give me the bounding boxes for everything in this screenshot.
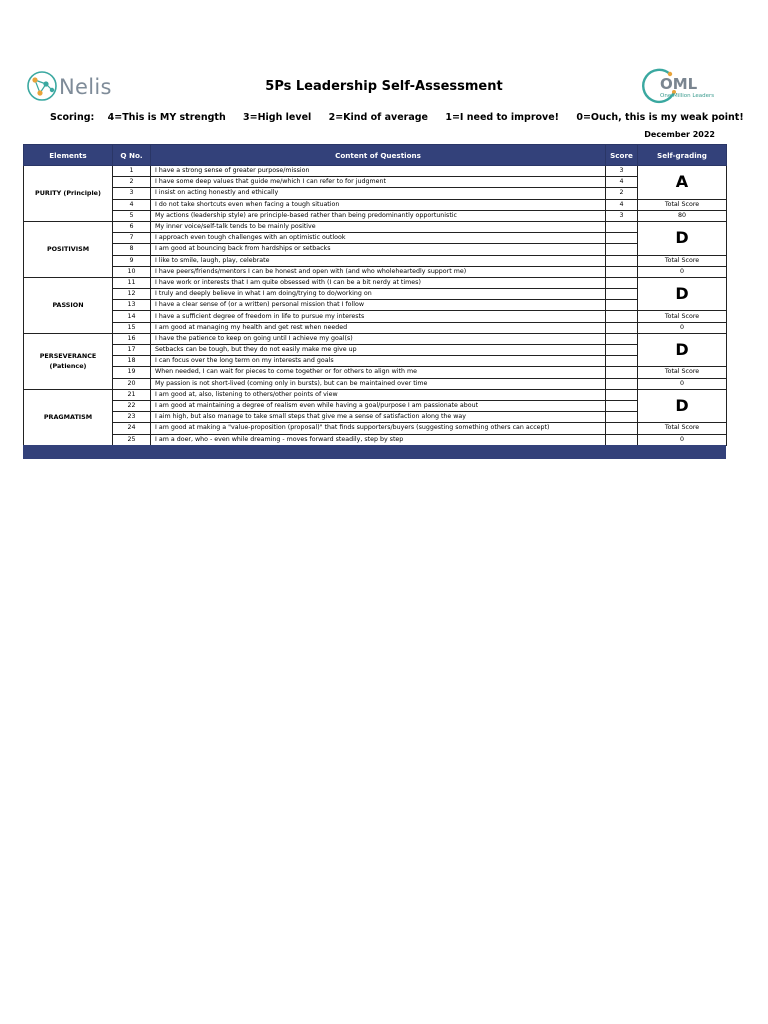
question-number: 19 xyxy=(113,367,151,378)
question-text: I have a sufficient degree of freedom in life to pursue my interests xyxy=(151,311,606,322)
question-number: 11 xyxy=(113,277,151,288)
element-name-cell xyxy=(24,277,113,333)
question-number: 23 xyxy=(113,412,151,423)
element-name-cell xyxy=(24,389,113,445)
question-number: 3 xyxy=(113,188,151,199)
table-row xyxy=(24,244,727,255)
table-row xyxy=(24,333,727,344)
score-cell[interactable] xyxy=(606,300,638,311)
self-grade: D xyxy=(638,333,727,367)
element-name: PERSEVERANCE xyxy=(39,352,97,361)
question-text: I have work or interests that I am quite obsessed with (I can be a bit nerdy at times) xyxy=(151,277,606,288)
nelis-logo-text: Nelis xyxy=(59,75,112,99)
question-text: My inner voice/self-talk tends to be mainly positive xyxy=(151,221,606,232)
question-text: I have a strong sense of greater purpose/mission xyxy=(151,166,606,177)
table-row xyxy=(24,177,727,188)
table-row xyxy=(24,199,727,210)
self-grade: D xyxy=(638,277,727,311)
table-row xyxy=(24,412,727,423)
total-score-label: Total Score xyxy=(638,199,727,210)
table-row xyxy=(24,277,727,288)
scoring-level-4: 4=This is MY strength xyxy=(107,112,226,123)
question-number: 18 xyxy=(113,356,151,367)
question-number: 21 xyxy=(113,389,151,400)
oml-logo-subtext: One Million Leaders xyxy=(660,93,715,99)
table-row xyxy=(24,266,727,277)
question-text: My passion is not short-lived (coming only in bursts), but can be maintained over time xyxy=(151,378,606,389)
score-cell[interactable] xyxy=(606,233,638,244)
self-grade: A xyxy=(638,166,727,200)
table-row xyxy=(24,233,727,244)
table-row xyxy=(24,378,727,389)
self-grade: D xyxy=(638,221,727,255)
table-row xyxy=(24,389,727,400)
total-score-value: 0 xyxy=(638,322,727,333)
table-row xyxy=(24,345,727,356)
total-score-label: Total Score xyxy=(638,255,727,266)
element-name: POSITIVISM xyxy=(46,245,90,254)
score-cell[interactable] xyxy=(606,266,638,277)
element-name: PURITY (Principle) xyxy=(35,189,101,198)
question-number: 17 xyxy=(113,345,151,356)
score-cell[interactable] xyxy=(606,378,638,389)
question-number: 5 xyxy=(113,210,151,221)
total-score-value: 0 xyxy=(638,378,727,389)
header-grading: Self-grading xyxy=(638,145,727,166)
question-text: I aim high, but also manage to take small steps that give me a sense of satisfaction along the way xyxy=(151,412,606,423)
question-number: 7 xyxy=(113,233,151,244)
oml-logo xyxy=(640,66,722,106)
table-row xyxy=(24,300,727,311)
question-text: I have the patience to keep on going until I achieve my goal(s) xyxy=(151,333,606,344)
table-row xyxy=(24,400,727,411)
score-cell[interactable] xyxy=(606,244,638,255)
oml-logo-text: OML xyxy=(660,75,698,93)
self-grade: D xyxy=(638,389,727,423)
header-qno: Q No. xyxy=(113,145,151,166)
total-score-label: Total Score xyxy=(638,423,727,434)
table-row xyxy=(24,322,727,333)
score-cell[interactable] xyxy=(606,277,638,288)
score-cell[interactable]: 4 xyxy=(606,177,638,188)
question-number: 20 xyxy=(113,378,151,389)
question-text: I am good at, also, listening to others/other points of view xyxy=(151,389,606,400)
score-cell[interactable]: 3 xyxy=(606,210,638,221)
question-number: 2 xyxy=(113,177,151,188)
question-text: I am a doer, who - even while dreaming - moves forward steadily, step by step xyxy=(151,434,606,445)
question-number: 1 xyxy=(113,166,151,177)
score-cell[interactable]: 3 xyxy=(606,166,638,177)
table-row xyxy=(24,423,727,434)
scoring-level-0: 0=Ouch, this is my weak point! xyxy=(576,112,744,123)
table-row xyxy=(24,289,727,300)
score-cell[interactable] xyxy=(606,434,638,445)
table-row xyxy=(24,166,727,177)
assessment-table xyxy=(23,144,727,446)
score-cell[interactable] xyxy=(606,423,638,434)
table-row xyxy=(24,221,727,232)
question-text: I am good at making a "value-proposition (proposal)" that finds supporters/buyers (suggesting something others can accept) xyxy=(151,423,606,434)
score-cell[interactable] xyxy=(606,412,638,423)
total-score-value: 0 xyxy=(638,434,727,445)
table-row xyxy=(24,434,727,445)
question-text: My actions (leadership style) are principle-based rather than being predominantly opportunistic xyxy=(151,210,606,221)
score-cell[interactable] xyxy=(606,221,638,232)
element-subname: (Patience) xyxy=(49,362,87,371)
question-text: I am good at managing my health and get rest when needed xyxy=(151,322,606,333)
question-number: 8 xyxy=(113,244,151,255)
table-row xyxy=(24,367,727,378)
element-name: PRAGMATISM xyxy=(43,413,93,422)
question-text: I approach even tough challenges with an optimistic outlook xyxy=(151,233,606,244)
question-text: When needed, I can wait for pieces to come together or for others to align with me xyxy=(151,367,606,378)
question-number: 14 xyxy=(113,311,151,322)
score-cell[interactable] xyxy=(606,400,638,411)
table-row xyxy=(24,210,727,221)
question-text: I have a clear sense of (or a written) personal mission that I follow xyxy=(151,300,606,311)
question-text: I insist on acting honestly and ethically xyxy=(151,188,606,199)
footer-bar xyxy=(23,445,726,459)
question-number: 4 xyxy=(113,199,151,210)
question-text: I am good at maintaining a degree of realism even while having a goal/purpose I am passionate about xyxy=(151,400,606,411)
question-text: Setbacks can be tough, but they do not easily make me give up xyxy=(151,345,606,356)
score-cell[interactable] xyxy=(606,367,638,378)
question-text: I am good at bouncing back from hardships or setbacks xyxy=(151,244,606,255)
question-text: I do not take shortcuts even when facing a tough situation xyxy=(151,199,606,210)
document-date: December 2022 xyxy=(644,130,715,139)
page-title: 5Ps Leadership Self-Assessment xyxy=(265,79,503,94)
question-number: 10 xyxy=(113,266,151,277)
element-name-cell xyxy=(24,221,113,277)
element-name: PASSION xyxy=(52,301,84,310)
question-number: 24 xyxy=(113,423,151,434)
score-cell[interactable] xyxy=(606,322,638,333)
score-cell[interactable] xyxy=(606,289,638,300)
table-row xyxy=(24,188,727,199)
scoring-level-1: 1=I need to improve! xyxy=(445,112,560,123)
question-text: I have some deep values that guide me/which I can refer to for judgment xyxy=(151,177,606,188)
question-text: I can focus over the long term on my interests and goals xyxy=(151,356,606,367)
question-text: I truly and deeply believe in what I am doing/trying to do/working on xyxy=(151,289,606,300)
score-cell[interactable] xyxy=(606,389,638,400)
element-name-cell xyxy=(24,166,113,222)
score-cell[interactable] xyxy=(606,311,638,322)
scoring-legend xyxy=(50,112,758,123)
header-elements: Elements xyxy=(24,145,113,166)
total-score-value: 0 xyxy=(638,266,727,277)
score-cell[interactable] xyxy=(606,255,638,266)
question-number: 25 xyxy=(113,434,151,445)
table-row xyxy=(24,255,727,266)
table-header-row xyxy=(24,145,727,166)
question-text: I have peers/friends/mentors I can be honest and open with (and who wholeheartedly support me) xyxy=(151,266,606,277)
table-row xyxy=(24,311,727,322)
question-number: 22 xyxy=(113,400,151,411)
question-text: I like to smile, laugh, play, celebrate xyxy=(151,255,606,266)
question-number: 16 xyxy=(113,333,151,344)
total-score-label: Total Score xyxy=(638,367,727,378)
question-number: 6 xyxy=(113,221,151,232)
header-content: Content of Questions xyxy=(151,145,606,166)
scoring-label: Scoring: xyxy=(50,112,95,123)
header-score: Score xyxy=(606,145,638,166)
score-cell[interactable] xyxy=(606,333,638,344)
table-row xyxy=(24,356,727,367)
score-cell[interactable] xyxy=(606,345,638,356)
total-score-label: Total Score xyxy=(638,311,727,322)
total-score-value: 80 xyxy=(638,210,727,221)
question-number: 13 xyxy=(113,300,151,311)
score-cell[interactable]: 4 xyxy=(606,199,638,210)
element-name-cell xyxy=(24,333,113,389)
scoring-level-3: 3=High level xyxy=(243,112,312,123)
score-cell[interactable]: 2 xyxy=(606,188,638,199)
scoring-level-2: 2=Kind of average xyxy=(328,112,429,123)
question-number: 12 xyxy=(113,289,151,300)
score-cell[interactable] xyxy=(606,356,638,367)
question-number: 15 xyxy=(113,322,151,333)
question-number: 9 xyxy=(113,255,151,266)
